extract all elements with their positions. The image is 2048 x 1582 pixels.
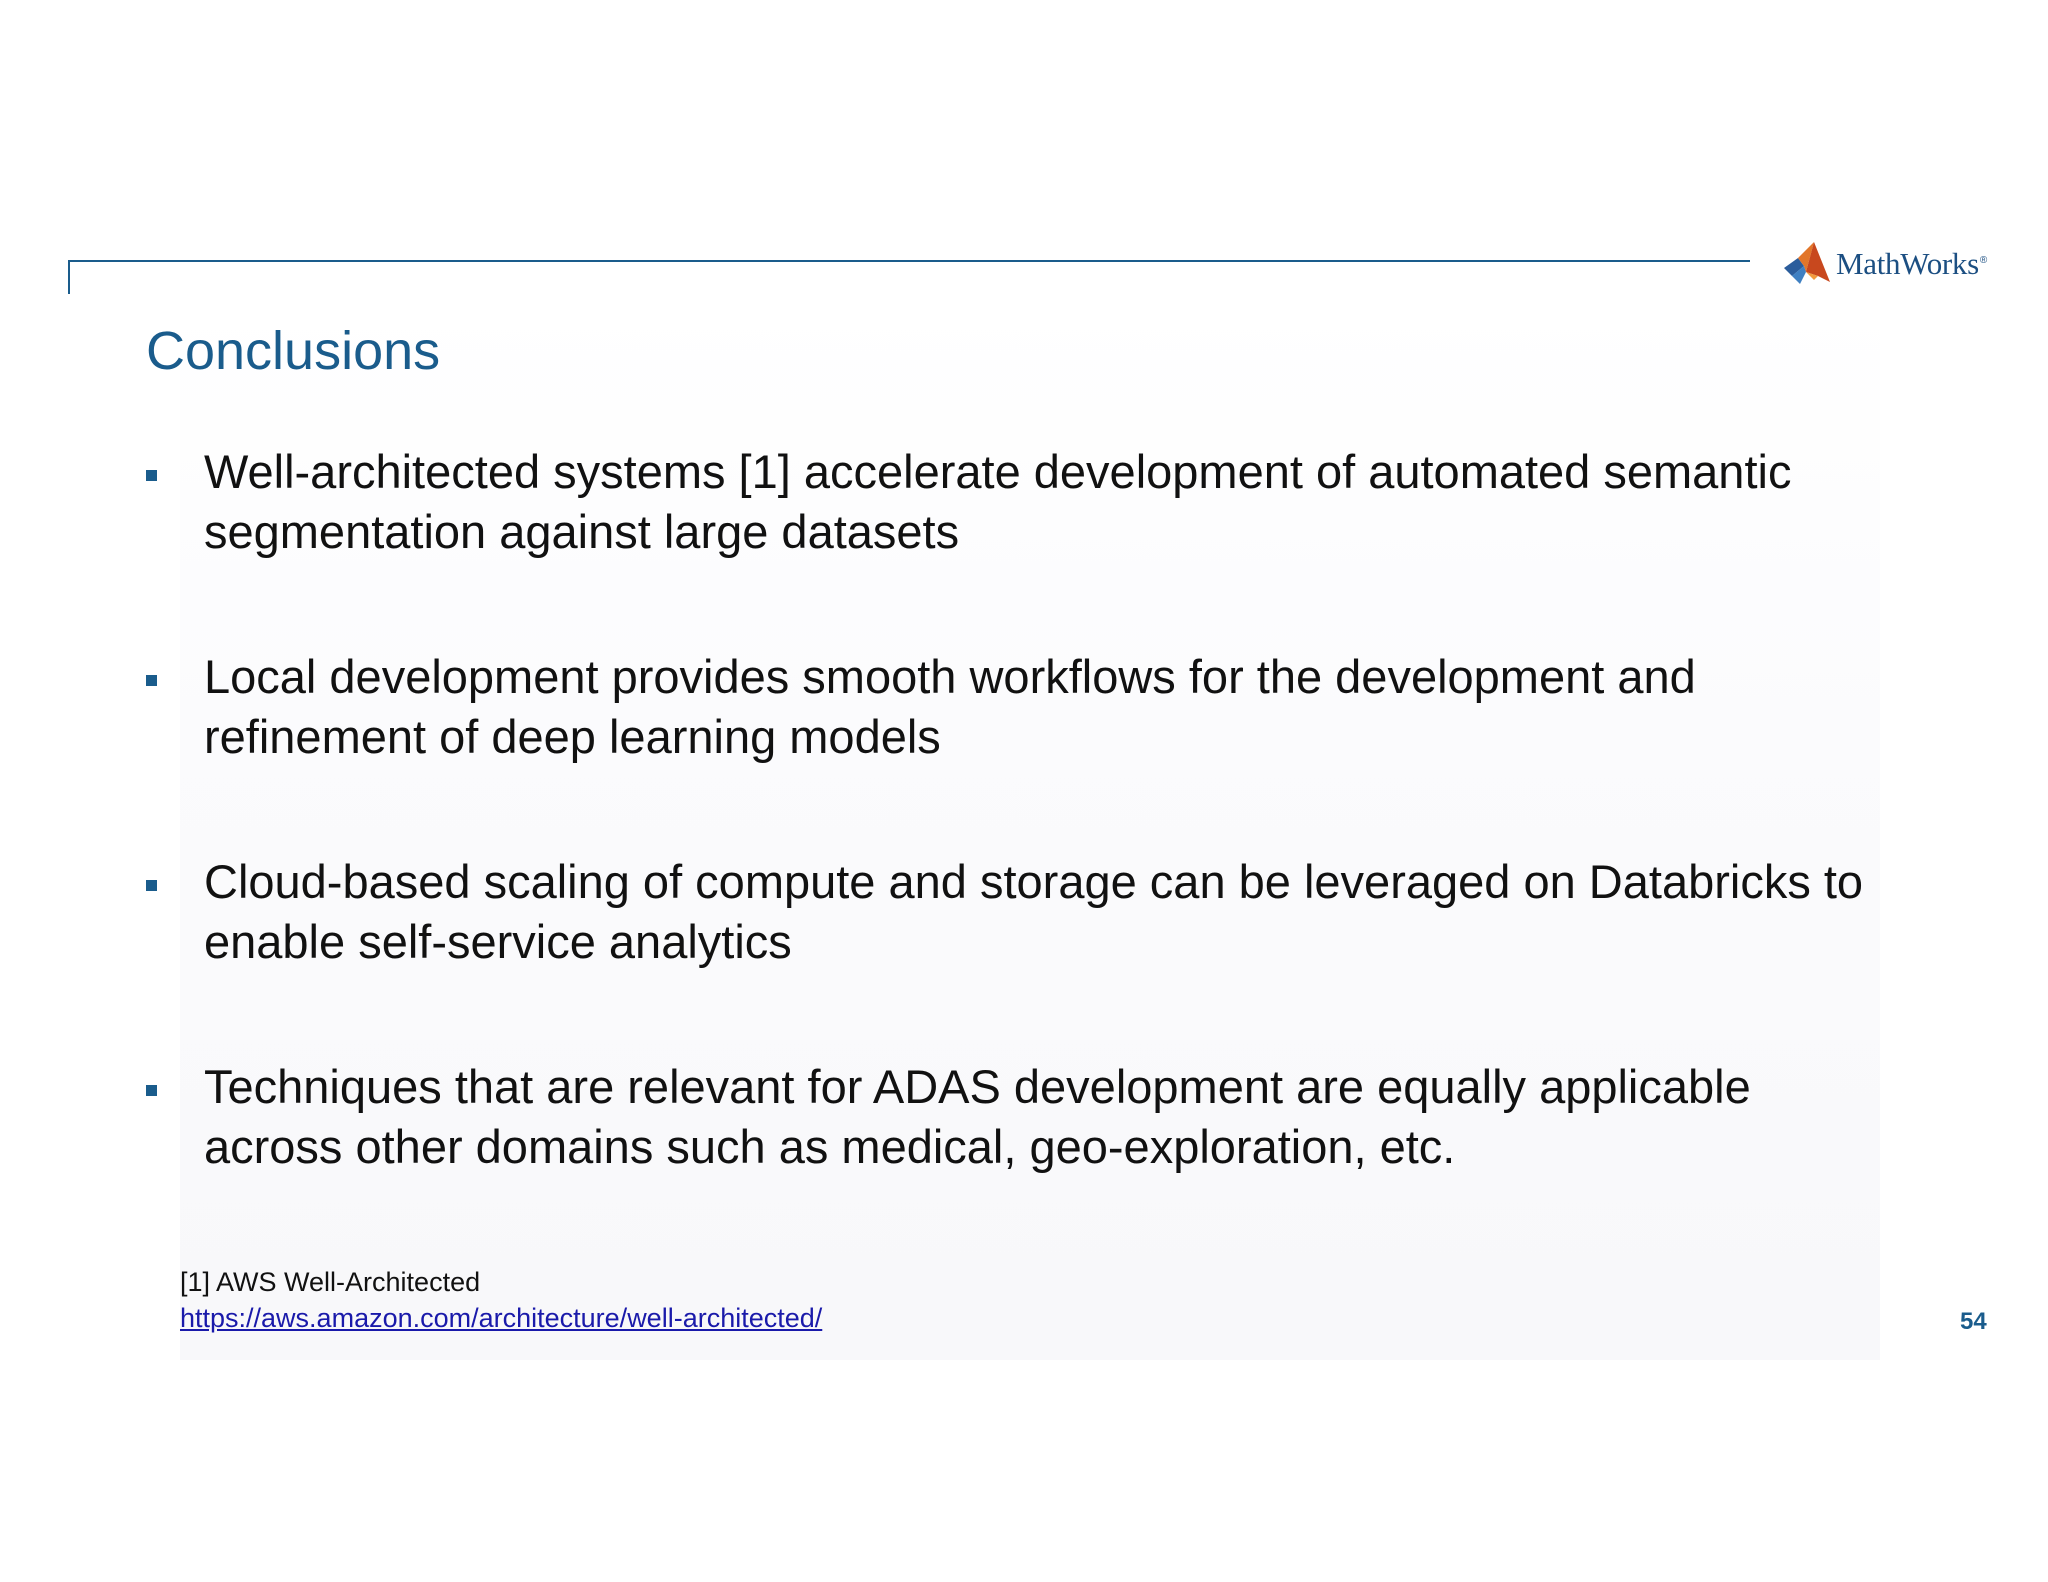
bullet-text: Techniques that are relevant for ADAS development are equally applicable across other domains such as medical, geo-exploration, etc. <box>204 1060 1751 1173</box>
page-number: 54 <box>1960 1308 1987 1335</box>
square-bullet-icon <box>146 880 157 891</box>
bullet-item <box>146 442 1866 647</box>
logo-wordmark: MathWorks® <box>1836 246 1987 281</box>
slide-title: Conclusions <box>146 321 441 381</box>
mathworks-logo <box>1784 242 1987 286</box>
membrane-logo-icon <box>1784 242 1830 286</box>
footnote <box>180 1264 822 1336</box>
bullet-text: Local development provides smooth workflows for the development and refinement of deep learning models <box>204 650 1696 763</box>
square-bullet-icon <box>146 1085 157 1096</box>
bullet-list <box>146 442 1866 1262</box>
header-rule-tick <box>68 260 70 294</box>
bullet-item <box>146 1057 1866 1262</box>
square-bullet-icon <box>146 675 157 686</box>
registered-mark: ® <box>1979 254 1987 266</box>
header-rule <box>68 260 1750 262</box>
square-bullet-icon <box>146 470 157 481</box>
footnote-label: [1] AWS Well-Architected <box>180 1267 481 1297</box>
bullet-item <box>146 647 1866 852</box>
bullet-item <box>146 852 1866 1057</box>
bullet-text: Well-architected systems [1] accelerate development of automated semantic segmentation against large datasets <box>204 445 1792 558</box>
bullet-text: Cloud-based scaling of compute and storage can be leveraged on Databricks to enable self-service analytics <box>204 855 1864 968</box>
footnote-link[interactable]: https://aws.amazon.com/architecture/well-architected/ <box>180 1303 823 1333</box>
